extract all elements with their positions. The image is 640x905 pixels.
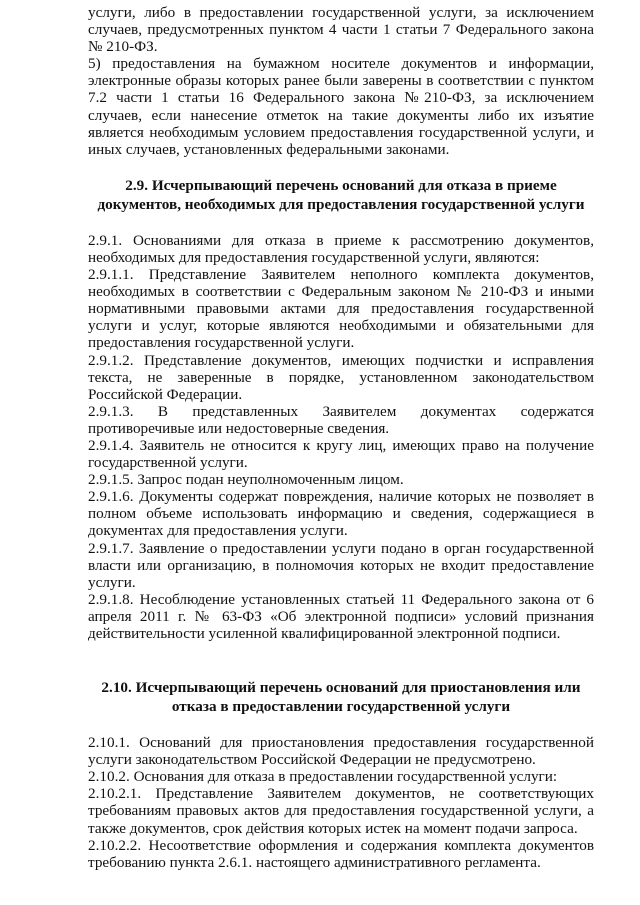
section-heading-2-10: 2.10. Исчерпывающий перечень оснований для приостановления или отказа в предоставлении государственной услуги	[101, 679, 581, 716]
clause-2-10-1: 2.10.1. Оснований для приостановления предоставления государственной услуги законодательством Российской Федерации не предусмотрено.	[88, 734, 594, 769]
clause-2-9-1-5: 2.9.1.5. Запрос подан неуполномоченным лицом.	[88, 471, 404, 489]
clause-2-9-1-3: 2.9.1.3. В представленных Заявителем документах содержатся противоречивые или недостоверные сведения.	[88, 402, 594, 437]
clause-2-9-1-4: 2.9.1.4. Заявитель не относится к кругу лиц, имеющих право на получение государственной услуги.	[88, 436, 594, 472]
clause-2-10-2-1: 2.10.2.1. Представление Заявителем документов, не соответствующих требованиям правовых актов для предоставления государственной услуги, а также документов, срок действия которых истек на момент подачи запроса.	[88, 785, 594, 837]
clause-2-9-1: 2.9.1. Основаниями для отказа в приеме к рассмотрению документов, необходимых для предоставления государственной услуги, являются:	[88, 231, 594, 266]
paragraph-item-5: 5) предоставления на бумажном носителе документов и информации, электронные образы которых ранее были заверены в соответствии с пунктом 7.2 части 1 статьи 16 Федерального закона №210-ФЗ, за исключением случаев, если нанесение отметок на такие документы либо их изъятие является необходимым условием предоставления государственной услуги, и иных случаев, установленных федеральными законами.	[88, 55, 594, 158]
section-heading-2-9: 2.9. Исчерпывающий перечень оснований для отказа в приеме документов, необходимых для предоставления государственной услуги	[97, 176, 585, 213]
clause-2-9-1-8: 2.9.1.8. Несоблюдение установленных статьей 11 Федерального закона от 6 апреля 2011 г. № 63-ФЗ «Об электронной подписи» условий признания действительности усиленной квалифицированной электронной подписи.	[88, 590, 594, 642]
clause-2-10-2-2: 2.10.2.2. Несоответствие оформления и содержания комплекта документов требованию пункта 2.6.1. настоящего административного регламента.	[88, 836, 594, 871]
clause-2-9-1-7: 2.9.1.7. Заявление о предоставлении услуги подано в орган государственной власти или организацию, в полномочия которых не входит предоставление услуги.	[88, 539, 594, 591]
clause-2-9-1-1: 2.9.1.1. Представление Заявителем неполного комплекта документов, необходимых в соответствии с Федеральным законом № 210-ФЗ и иными нормативными правовыми актами для предоставления государственной услуги и услуг, которые являются необходимыми и обязательными для предоставления государственной услуги.	[88, 266, 594, 352]
paragraph-continuation: услуги, либо в предоставлении государственной услуги, за исключением случаев, предусмотренных пунктом 4 части 1 статьи 7 Федерального закона № 210-ФЗ.	[88, 4, 594, 56]
clause-2-9-1-6: 2.9.1.6. Документы содержат повреждения, наличие которых не позволяет в полном объеме использовать информацию и сведения, содержащиеся в документах для предоставления услуги.	[88, 488, 594, 540]
clause-2-10-2: 2.10.2. Основания для отказа в предоставлении государственной услуги:	[88, 768, 558, 786]
clause-2-9-1-2: 2.9.1.2. Представление документов, имеющих подчистки и исправления текста, не заверенные в порядке, установленном законодательством Российской Федерации.	[88, 351, 594, 403]
document-page	[88, 4, 594, 871]
